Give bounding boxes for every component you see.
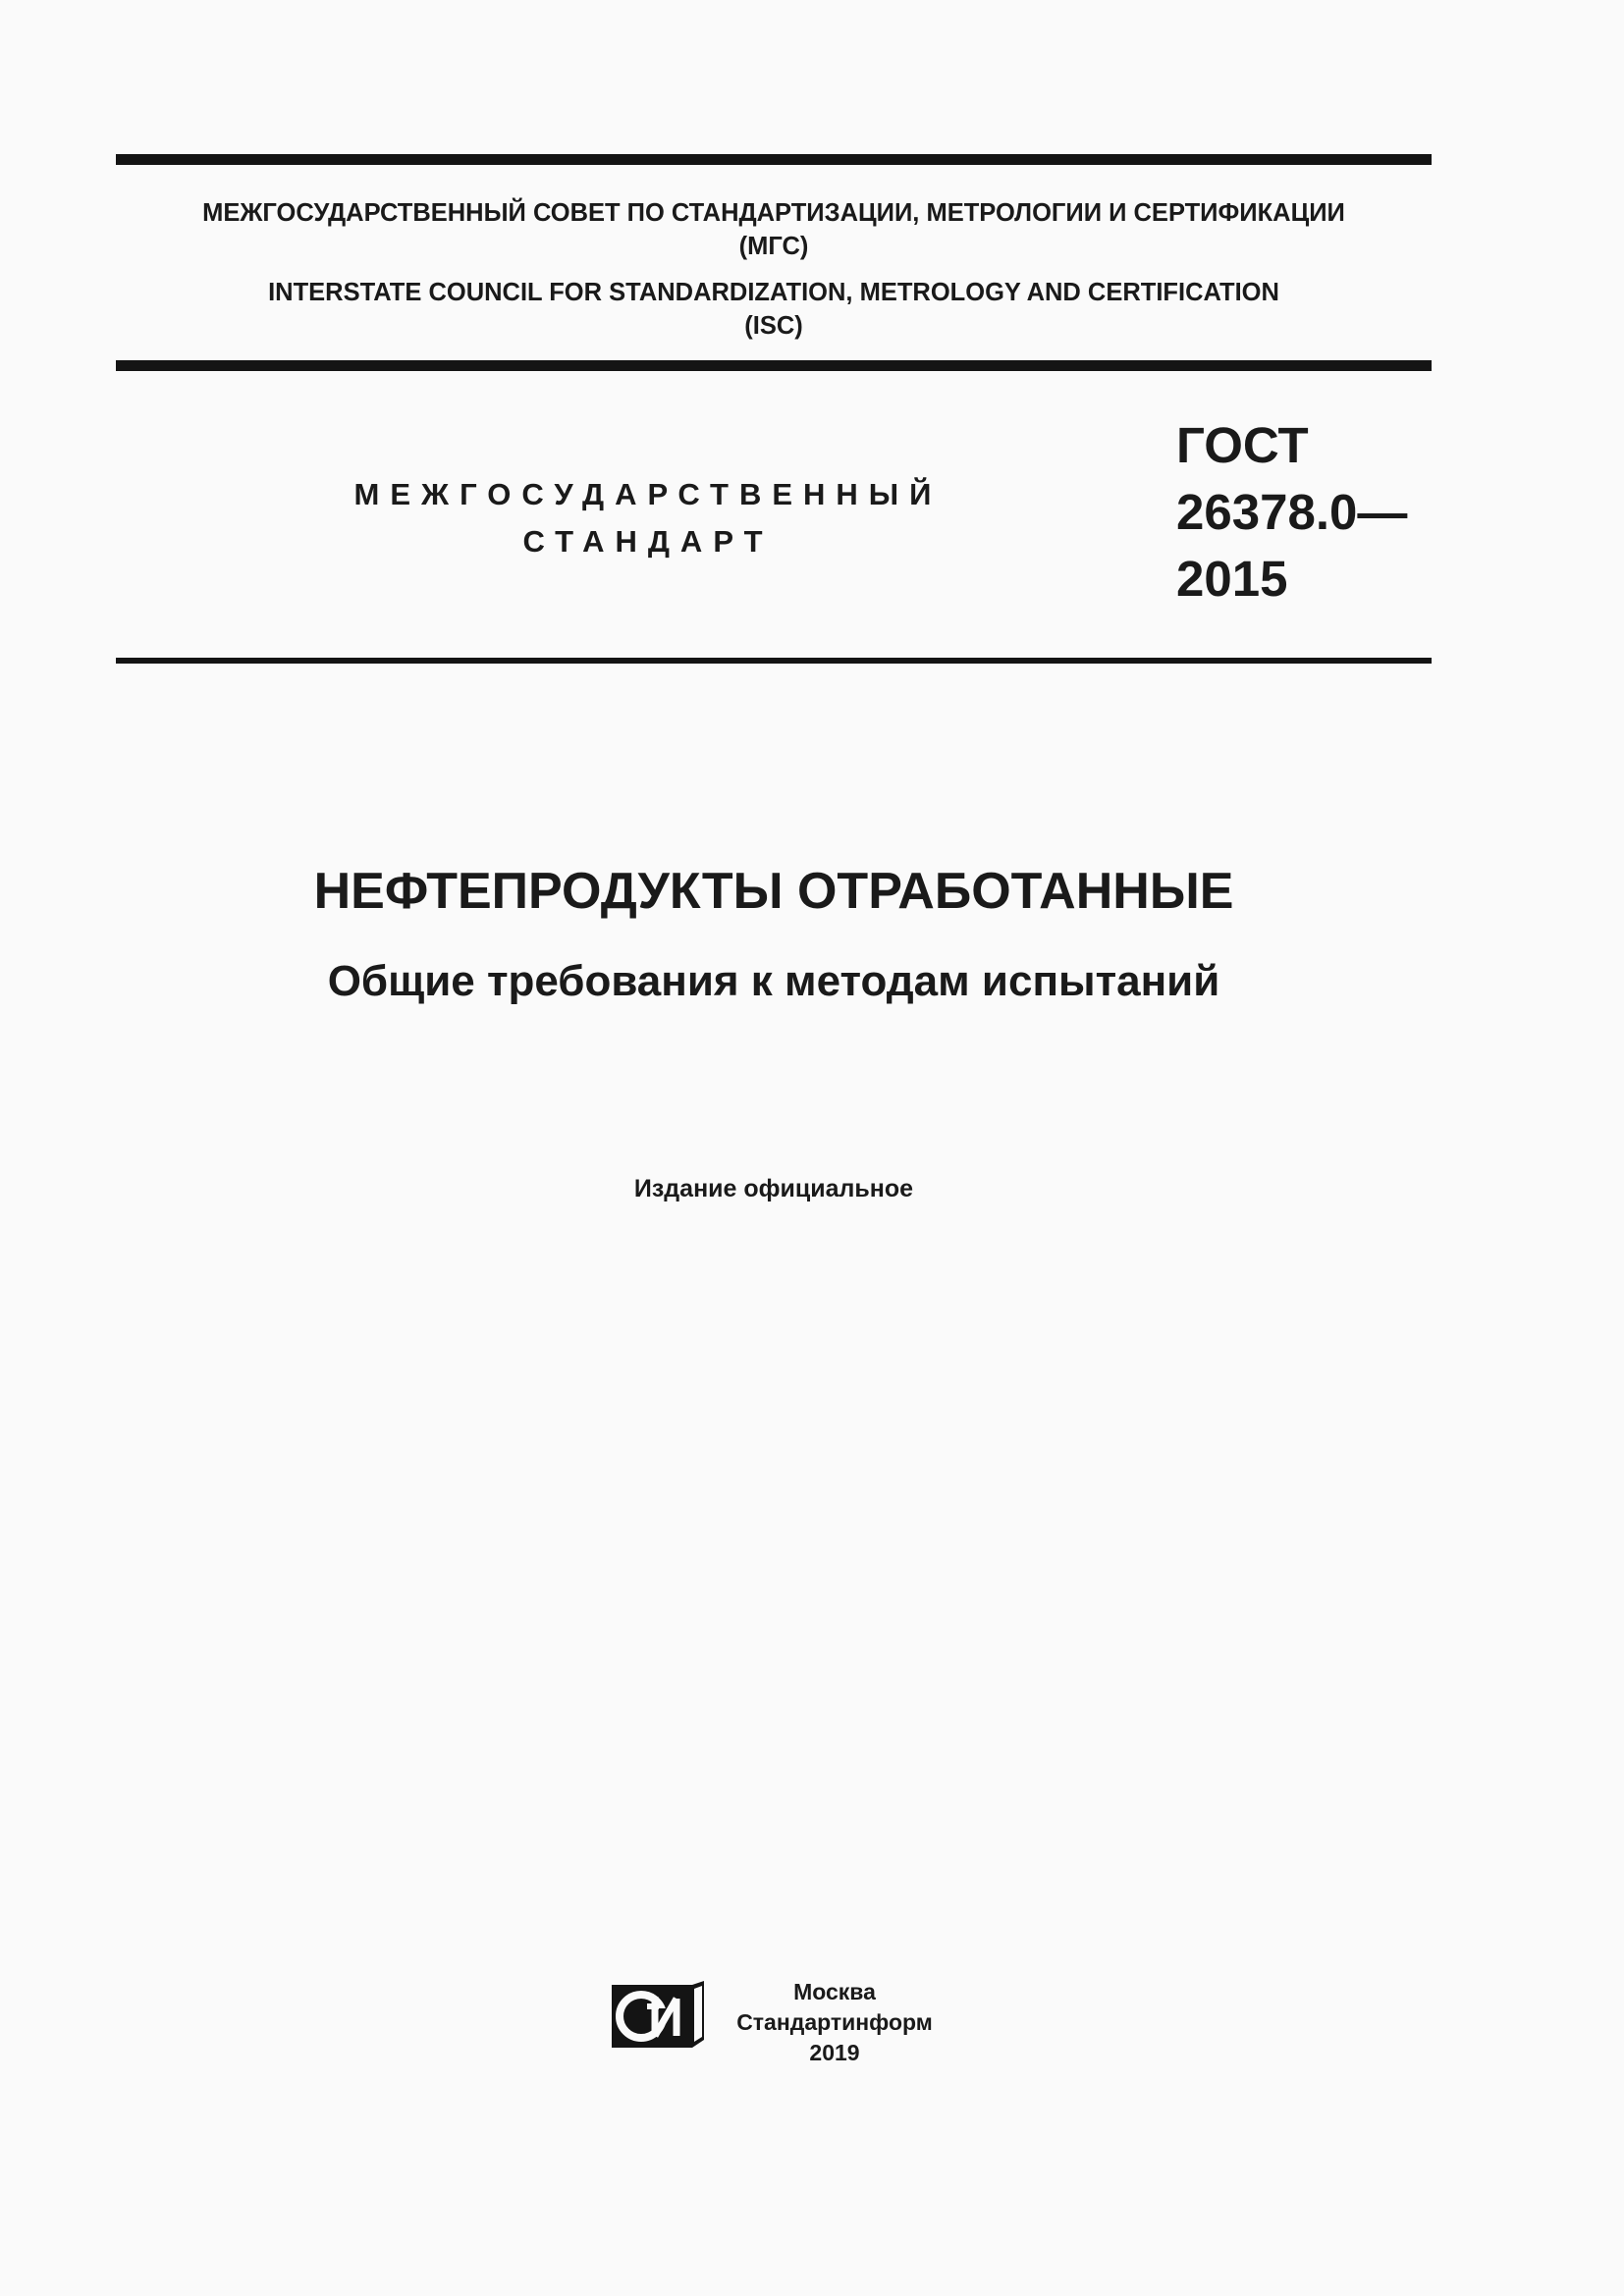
standard-type-line1: МЕЖГОСУДАРСТВЕННЫЙ bbox=[353, 477, 943, 511]
standard-number: 26378.0— bbox=[1176, 484, 1408, 540]
standartinform-logo-icon bbox=[612, 1981, 704, 2052]
bottom-rule bbox=[116, 658, 1432, 664]
document-subtitle: Общие требования к методам испытаний bbox=[327, 957, 1220, 1005]
standard-type-line2: СТАНДАРТ bbox=[522, 524, 774, 559]
council-name-en bbox=[116, 276, 1432, 343]
council-abbr-ru: (МГС) bbox=[738, 233, 809, 260]
standard-type bbox=[295, 471, 1001, 565]
standard-designation bbox=[1176, 412, 1432, 613]
top-rule bbox=[116, 154, 1432, 165]
document-title: НЕФТЕПРОДУКТЫ ОТРАБОТАННЫЕ bbox=[313, 863, 1234, 920]
publisher-name: Стандартинформ bbox=[736, 2009, 933, 2035]
standard-code: ГОСТ bbox=[1176, 417, 1309, 473]
publisher-city: Москва bbox=[793, 1979, 876, 2004]
publisher-block bbox=[717, 1977, 952, 2068]
middle-rule bbox=[116, 360, 1432, 371]
council-name-en-line1: INTERSTATE COUNCIL FOR STANDARDIZATION, METROLOGY AND CERTIFICATION bbox=[268, 279, 1279, 306]
standard-year: 2015 bbox=[1176, 551, 1288, 607]
publisher-year: 2019 bbox=[809, 2040, 860, 2065]
council-name-ru-line1: МЕЖГОСУДАРСТВЕННЫЙ СОВЕТ ПО СТАНДАРТИЗАЦИИ, МЕТРОЛОГИИ И СЕРТИФИКАЦИИ bbox=[202, 199, 1345, 227]
council-name-ru bbox=[116, 196, 1432, 263]
edition-note: Издание официальное bbox=[633, 1175, 914, 1202]
council-abbr-en: (ISC) bbox=[744, 312, 803, 340]
